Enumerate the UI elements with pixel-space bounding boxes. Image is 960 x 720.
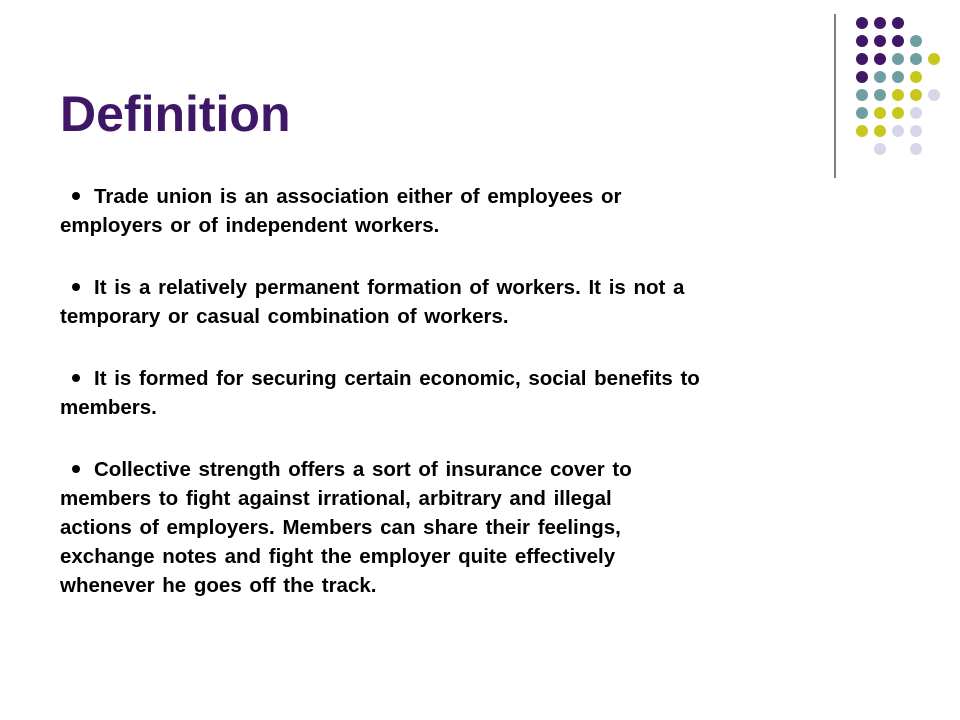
- bullet-text-line: members to fight against irrational, arbitrary and illegal: [60, 487, 612, 510]
- decorative-dot-lime: [874, 107, 886, 119]
- bullet-icon: [72, 192, 80, 200]
- decorative-dot-teal: [892, 71, 904, 83]
- decorative-dot-teal: [892, 53, 904, 65]
- decorative-dot-purple: [874, 35, 886, 47]
- decorative-dot-teal: [874, 71, 886, 83]
- bullet-text-line: Trade union is an association either of employees or: [94, 185, 622, 208]
- bullet-list: [60, 182, 830, 600]
- bullet-item: [60, 455, 830, 600]
- decorative-dot-lavender: [874, 143, 886, 155]
- decorative-dot-lime: [910, 71, 922, 83]
- decorative-dot-purple: [856, 53, 868, 65]
- decorative-dot-purple: [856, 35, 868, 47]
- bullet-text-line: Collective strength offers a sort of insurance cover to: [94, 458, 632, 481]
- bullet-text-line: exchange notes and fight the employer quite effectively: [60, 545, 616, 568]
- decorative-dot-teal: [910, 35, 922, 47]
- decorative-dot-lime: [892, 107, 904, 119]
- decorative-dot-lavender: [910, 143, 922, 155]
- bullet-text-line: whenever he goes off the track.: [60, 574, 377, 597]
- decorative-dot-lavender: [910, 125, 922, 137]
- decorative-dot-lime: [910, 89, 922, 101]
- bullet-text-line: It is a relatively permanent formation of workers. It is not a: [94, 276, 685, 299]
- bullet-text-line: actions of employers. Members can share their feelings,: [60, 516, 621, 539]
- decorative-dot-purple: [892, 35, 904, 47]
- decorative-dot-purple: [892, 17, 904, 29]
- decorative-dot-lavender: [910, 107, 922, 119]
- decorative-dot-teal: [856, 89, 868, 101]
- bullet-item: [60, 182, 830, 240]
- decorative-dot-lime: [856, 125, 868, 137]
- bullet-item: [60, 364, 830, 422]
- decorative-dot-purple: [856, 71, 868, 83]
- bullet-text-line: employers or of independent workers.: [60, 214, 440, 237]
- decorative-dot-lavender: [892, 125, 904, 137]
- decorative-dot-lavender: [928, 89, 940, 101]
- bullet-text-line: members.: [60, 396, 157, 419]
- decorative-dot-lime: [928, 53, 940, 65]
- decorative-dot-purple: [874, 53, 886, 65]
- bullet-text-line: It is formed for securing certain economic, social benefits to: [94, 367, 700, 390]
- bullet-icon: [72, 465, 80, 473]
- bullet-item: [60, 273, 830, 331]
- bullet-text-line: temporary or casual combination of workers.: [60, 305, 509, 328]
- decorative-dot-purple: [856, 17, 868, 29]
- vertical-divider: [834, 14, 836, 178]
- bullet-icon: [72, 374, 80, 382]
- decorative-dot-teal: [874, 89, 886, 101]
- bullet-icon: [72, 283, 80, 291]
- decorative-dot-lime: [874, 125, 886, 137]
- decorative-dot-teal: [856, 107, 868, 119]
- decorative-dot-teal: [910, 53, 922, 65]
- decorative-dot-grid: [0, 0, 960, 180]
- slide-title: Definition: [60, 86, 291, 142]
- decorative-dot-purple: [874, 17, 886, 29]
- decorative-dot-lime: [892, 89, 904, 101]
